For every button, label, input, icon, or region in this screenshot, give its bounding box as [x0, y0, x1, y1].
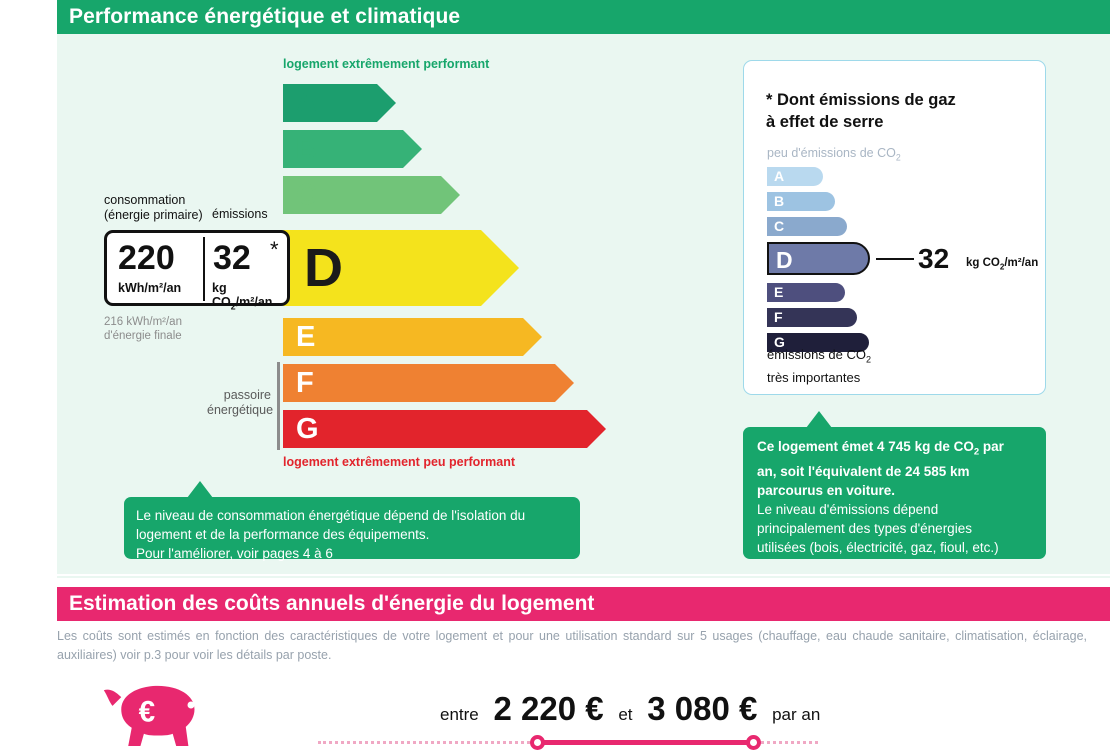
- costs-note-line1: Les coûts sont estimés en fonction des caractéristiques de votre logement et pour une utilisation standard sur 5 usages (chauffage, eau chaude sanitaire,: [57, 629, 950, 643]
- co2-top-label-text: peu d'émissions de CO: [767, 146, 896, 160]
- final-energy-line2: d'énergie finale: [104, 330, 182, 342]
- consumption-caption: [104, 193, 203, 223]
- co2-class-bar-e: [767, 283, 845, 302]
- asterisk-marker: *: [270, 237, 279, 262]
- energy-class-letter-a: A: [296, 87, 317, 119]
- co2-panel: [743, 60, 1046, 395]
- co2-class-letter-c: C: [774, 218, 785, 234]
- energy-class-bar-g: [283, 410, 587, 448]
- co2-bottom-label-line2: très importantes: [767, 369, 861, 385]
- callout-right-pointer: [806, 411, 832, 428]
- co2-callout-line4: Le niveau d'émissions dépend: [757, 501, 939, 517]
- co2-class-letter-f: F: [774, 309, 783, 325]
- slider-knob-min[interactable]: [530, 735, 545, 750]
- cost-between-label: entre: [440, 705, 479, 724]
- energy-section-title: Performance énergétique et climatique: [57, 0, 1110, 34]
- co2-class-bar-f: [767, 308, 857, 327]
- cost-per-year-label: par an: [772, 705, 821, 724]
- co2-top-label-sub: 2: [895, 152, 901, 163]
- co2-class-letter-d: D: [776, 247, 793, 273]
- energy-callout-line1: Le niveau de consommation énergétique dépend de l'isolation du: [136, 508, 526, 523]
- passoire-line1: passoire: [223, 388, 271, 402]
- scale-top-label: logement extrêmement performant: [283, 57, 490, 71]
- emissions-value: 32: [213, 239, 251, 277]
- energy-class-bar-e: [283, 318, 523, 356]
- section-separator: [57, 574, 1110, 576]
- co2-class-bar-c: [767, 217, 847, 236]
- co2-title-line2: à effet de serre: [766, 113, 884, 131]
- co2-class-letter-g: G: [774, 334, 785, 350]
- co2-callout-line2: an, soit l'équivalent de 24 585 km: [757, 463, 970, 479]
- co2-top-label: [767, 146, 901, 163]
- left-margin-strip: [0, 0, 57, 578]
- energy-class-bar-b: [283, 130, 403, 168]
- annual-cost-range: [440, 690, 820, 728]
- co2-leader-line: [876, 258, 914, 260]
- energy-class-letter-g: G: [296, 413, 319, 445]
- co2-callout: [743, 427, 1046, 559]
- energy-class-bar-d-current: [283, 230, 481, 306]
- passoire-bracket: [277, 362, 280, 450]
- co2-callout-line3: parcourus en voiture.: [757, 482, 896, 498]
- emissions-unit-a: kg CO: [212, 281, 231, 309]
- final-energy-note: [104, 315, 182, 343]
- values-box: [104, 230, 290, 312]
- slider-dotted-left: [318, 741, 530, 744]
- co2-callout-line1-sub: 2: [973, 446, 980, 458]
- energy-class-letter-d: D: [304, 238, 343, 298]
- co2-asterisk: *: [766, 91, 773, 109]
- energy-class-letter-e: E: [296, 321, 316, 353]
- co2-value-unit-a: kg CO: [966, 257, 1000, 269]
- co2-bottom-label-sub: 2: [865, 354, 872, 365]
- emissions-unit: [212, 281, 287, 312]
- co2-bottom-label-line1: émissions de CO: [767, 347, 866, 362]
- emissions-unit-sub: 2: [230, 301, 236, 312]
- consumption-caption-line2: (énergie primaire): [104, 208, 203, 222]
- co2-class-letter-a: A: [774, 168, 785, 184]
- energy-callout: [124, 497, 580, 559]
- slider-knob-max[interactable]: [746, 735, 761, 750]
- co2-callout-line1: Ce logement émet 4 745 kg de CO: [757, 439, 974, 454]
- passoire-line2: énergétique: [207, 403, 274, 417]
- consumption-caption-line1: consommation: [104, 193, 186, 207]
- cost-max-value: 3 080 €: [647, 690, 758, 727]
- emissions-caption: émissions: [212, 207, 268, 221]
- energy-class-bar-c: [283, 176, 441, 214]
- co2-value-unit-sub: 2: [999, 262, 1005, 272]
- co2-value: 32: [918, 243, 950, 274]
- energy-callout-line3: Pour l'améliorer, voir pages 4 à 6: [136, 546, 333, 561]
- emissions-unit-c: /m²/an: [235, 295, 273, 309]
- co2-value-unit: [966, 257, 1038, 271]
- energy-class-bar-f: [283, 364, 555, 402]
- co2-bottom-label: [767, 346, 871, 386]
- co2-class-bar-b: [767, 192, 835, 211]
- callout-left-pointer: [187, 481, 213, 498]
- energy-class-letter-b: B: [296, 133, 317, 165]
- costs-section-title: Estimation des coûts annuels d'énergie du logement: [57, 587, 1110, 621]
- co2-class-bar-d-current: [767, 242, 870, 275]
- energy-class-letter-c: C: [296, 179, 317, 211]
- costs-note: [57, 627, 1087, 665]
- final-energy-line1: 216 kWh/m²/an: [104, 316, 182, 328]
- co2-class-bar-a: [767, 167, 823, 186]
- consumption-value: 220: [118, 239, 175, 277]
- co2-class-letter-e: E: [774, 284, 784, 300]
- co2-callout-line1-end: par: [979, 439, 1004, 454]
- values-box-divider: [203, 237, 205, 301]
- co2-callout-line6: utilisées (bois, électricité, gaz, fioul, etc.): [757, 539, 999, 555]
- slider-dotted-right: [754, 741, 818, 744]
- co2-callout-line5: principalement des types d'énergies: [757, 520, 972, 536]
- svg-text:€: €: [138, 695, 156, 729]
- scale-bottom-label: logement extrêmement peu performant: [283, 455, 515, 469]
- costs-note-line2: climatisation, éclairage, auxiliaires) voir p.3 pour voir les détails par poste.: [57, 629, 1087, 662]
- co2-title-line1: Dont émissions de gaz: [777, 91, 956, 109]
- co2-panel-title: [766, 89, 956, 133]
- energy-class-bar-a: [283, 84, 377, 122]
- energy-callout-line2: logement et de la performance des équipements.: [136, 527, 430, 542]
- cost-range-slider[interactable]: [318, 740, 818, 743]
- slider-fill: [536, 740, 752, 745]
- passoire-label: [207, 388, 274, 418]
- consumption-unit: kWh/m²/an: [118, 281, 182, 295]
- co2-value-unit-c: /m²/an: [1004, 257, 1039, 269]
- cost-and-label: et: [618, 705, 633, 724]
- co2-class-letter-b: B: [774, 193, 785, 209]
- cost-min-value: 2 220 €: [493, 690, 604, 727]
- energy-class-letter-f: F: [296, 367, 314, 399]
- piggy-bank-icon: [92, 678, 222, 751]
